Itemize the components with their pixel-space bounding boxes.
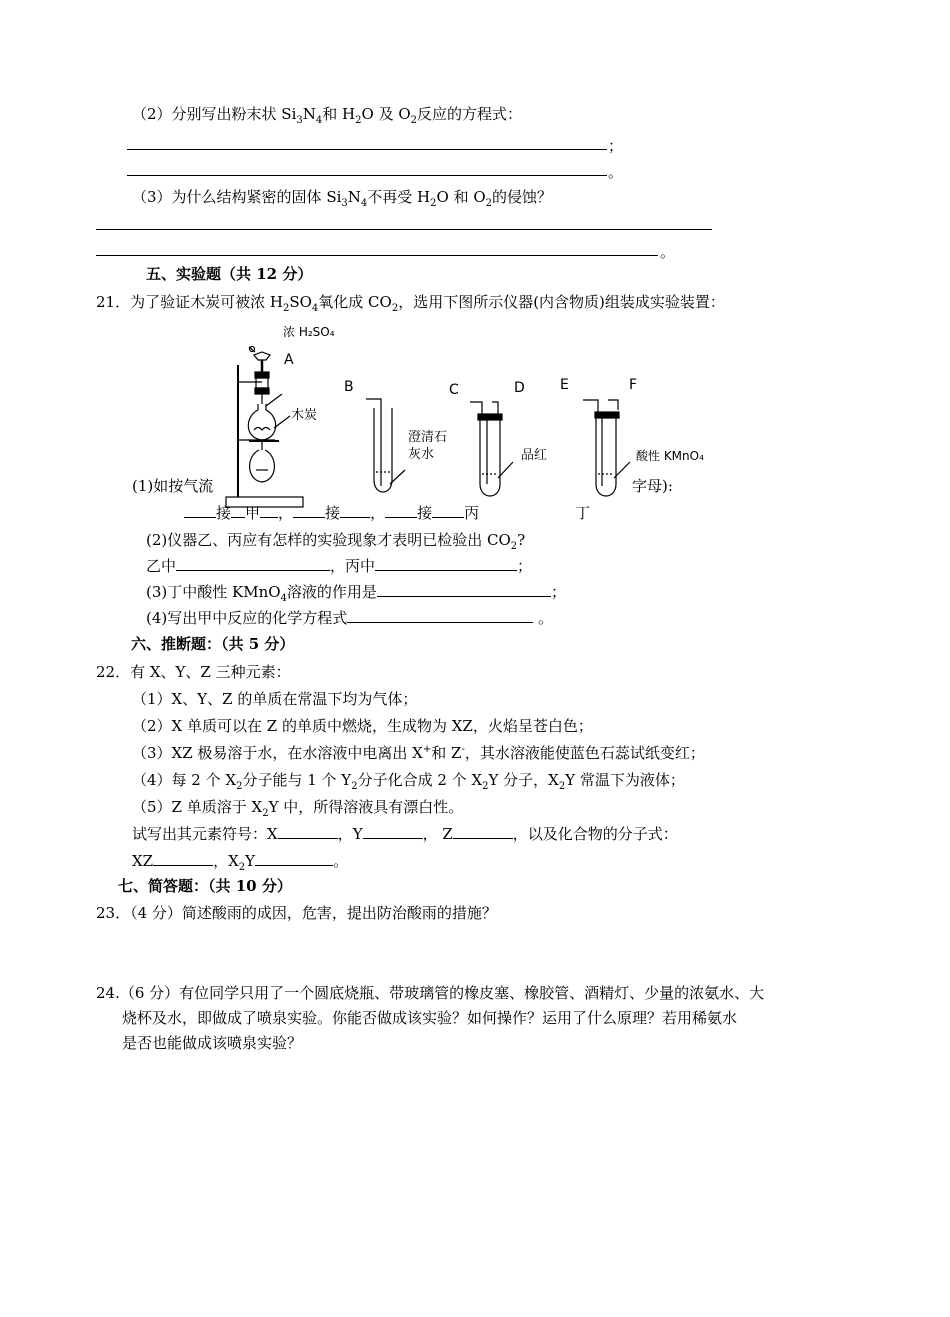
round-bottom-flask	[248, 404, 275, 440]
q21-part4-prompt: (4)写出甲中反应的化学方程式 。	[146, 609, 554, 627]
label-D: D	[514, 380, 525, 396]
q24-line-3: 是否也能做成该喷泉实验？	[122, 1034, 303, 1052]
q22-clue-1: （1）X、Y、Z 的单质在常温下均为气体；	[132, 690, 418, 708]
q21-part1-order: 接 甲 ， 接 ， 接 丙 丁	[184, 503, 590, 523]
q22-clue-4: （4）每 2 个 $X_2$分子能与 1 个 $Y_2$分子化合成 2 个 $X_2Y$ 分子，$X_2Y$ 常温下为液体；	[132, 771, 685, 792]
q22-ask-symbols: 试写出其元素符号：X ，Y ， Z ，以及化合物的分子式：	[132, 825, 678, 843]
label-kmno4: 酸性 KMnO₄	[636, 449, 704, 463]
label-C: C	[449, 382, 459, 398]
punctuation: 。	[660, 243, 676, 261]
q20-part2-prompt: （2）分别写出粉末状 $Si_3N_4$和 $H_2O$ 及 $O_2$反应的方程式：	[132, 105, 523, 126]
q21-part2-answer: 乙中 ，丙中 ；	[146, 557, 533, 575]
q22-stem: 22．有 X、Y、Z 三种元素：	[96, 663, 291, 681]
label-pinhong: 品红	[521, 448, 548, 463]
q23-text: 23．（4 分）简述酸雨的成因，危害，提出防治酸雨的措施？	[96, 904, 497, 922]
q21-part3-prompt: (3)丁中酸性 KMnO$_4$溶液的作用是 ；	[146, 583, 566, 604]
q21-part2-prompt: (2)仪器乙、丙应有怎样的实验现象才表明已检验出 $CO_2$?	[146, 531, 526, 552]
q22-clue-3: （3）XZ 极易溶于水，在水溶液中电离出 X+和 Z-，其水溶液能使蓝色石蕊试纸变红；	[132, 744, 705, 762]
test-tube-B	[374, 408, 392, 492]
label-limewater-1: 澄清石	[408, 430, 448, 445]
section-seven-title: 七、简答题：（共 10 分）	[118, 877, 292, 895]
label-charcoal: 木炭	[291, 408, 318, 423]
section-six-title: 六、推断题：（共 5 分）	[131, 635, 295, 653]
charcoal-icon	[254, 428, 270, 431]
q22-clue-5: （5）Z 单质溶于 $X_2Y$ 中，所得溶液具有漂白性。	[132, 798, 464, 819]
test-tube-CD	[480, 420, 500, 496]
label-F: F	[629, 377, 638, 393]
label-conc-acid: 浓 H₂SO₄	[283, 325, 335, 339]
q22-ask-formulas: XZ ，$X_2Y$ 。	[132, 852, 349, 873]
label-E: E	[560, 377, 569, 393]
label-B: B	[344, 379, 354, 395]
punctuation: 。	[608, 163, 624, 181]
label-A: A	[284, 352, 294, 368]
test-tube-EF	[596, 418, 616, 496]
q21-part1-prompt: (1)如按气流	[132, 477, 214, 495]
q24-line-2: 烧杯及水，即做成了喷泉实验。你能否做成该实验？如何操作？运用了什么原理？若用稀氨水	[122, 1009, 738, 1027]
q20-part3-prompt: （3）为什么结构紧密的固体 $Si_3N_4$不再受 $H_2O$ 和 $O_2$的侵蚀？	[132, 188, 553, 209]
tube-B-inlet	[366, 399, 381, 403]
q21-stem: 21．为了验证木炭可被浓 $H_2SO_4$氧化成 $CO_2$，选用下图所示仪器(内含物质)组装成实验装置：	[96, 293, 725, 314]
q24-line-1: 24.（6 分）有位同学只用了一个圆底烧瓶、带玻璃管的橡皮塞、橡胶管、酒精灯、少量的浓氨水、大	[96, 984, 765, 1002]
section-five-title: 五、实验题（共 12 分）	[146, 265, 313, 283]
alcohol-lamp	[250, 441, 275, 482]
separatory-funnel-icon	[254, 352, 270, 360]
q21-part1-prompt-end: 字母):	[632, 477, 673, 495]
q22-clue-2: （2）X 单质可以在 Z 的单质中燃烧，生成物为 XZ，火焰呈苍白色；	[132, 717, 593, 735]
label-limewater-2: 灰水	[408, 447, 435, 462]
punctuation: ；	[608, 137, 624, 155]
